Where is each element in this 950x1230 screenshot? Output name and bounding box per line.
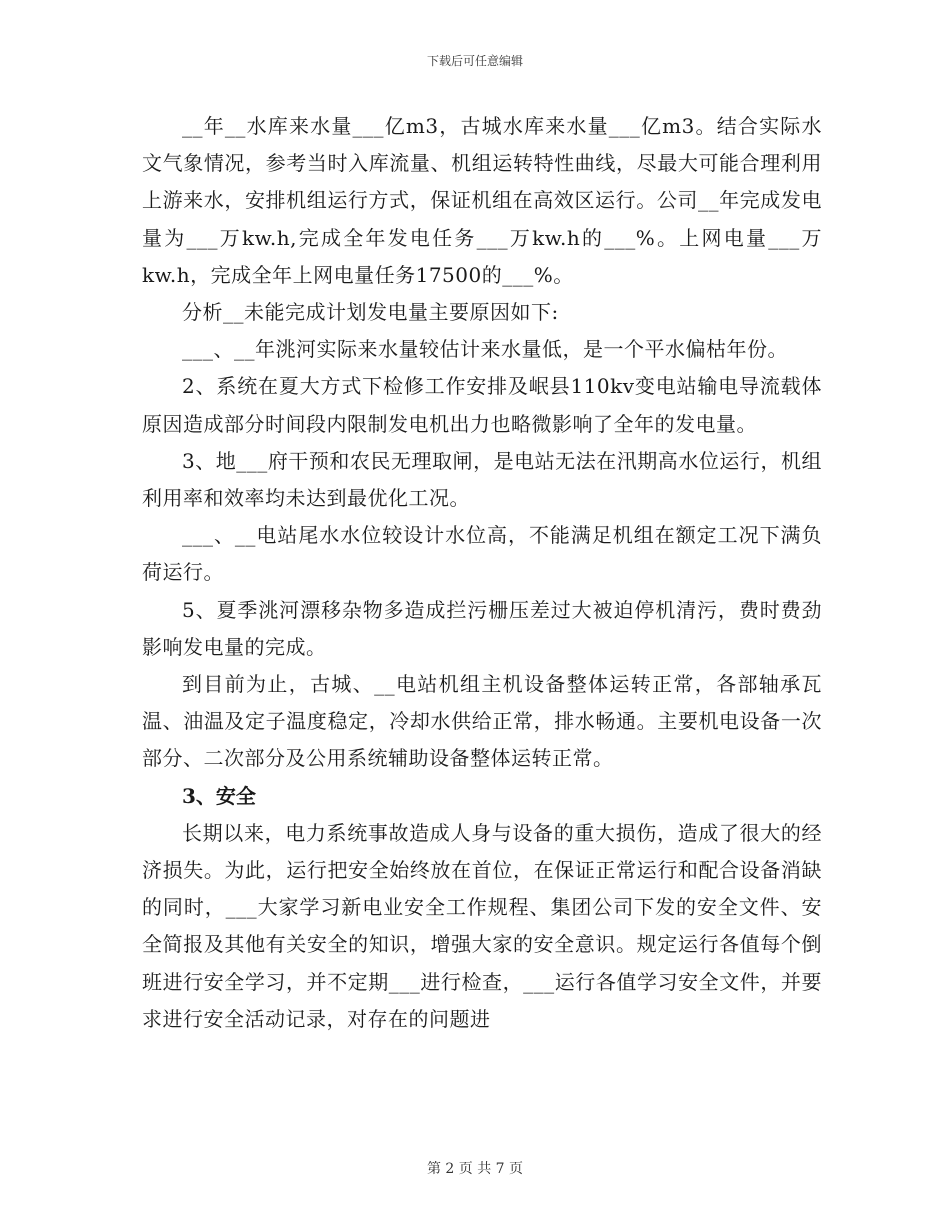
paragraph-equipment-status: 到目前为止，古城、__电站机组主机设备整体运转正常，各部轴承瓦温、油温及定子温度稳定，冷却水供给正常，排水畅通。主要机电设备一次部分、二次部分及公用系统辅助设备整体运转正常。 bbox=[142, 672, 822, 771]
paragraph-power-generation: __年__水库来水量___亿m3，古城水库来水量___亿m3。结合实际水文气象情况，参考当时入库流量、机组运转特性曲线，尽最大可能合理利用上游来水，安排机组运行方式，保证机组在高效区运行。公司__年完成发电量为___万kw.h,完成全年发电任务___万kw.h的___%。上网电量___万kw.h，完成全年上网电量任务17500的___%。 bbox=[142, 114, 822, 287]
paragraph-safety: 长期以来，电力系统事故造成人身与设备的重大损伤，造成了很大的经济损失。为此，运行把安全始终放在首位，在保证正常运行和配合设备消缺的同时，___大家学习新电业安全工作规程、集团公司下发的安全文件、安全简报及其他有关安全的知识，增强大家的安全意识。规定运行各值每个倒班进行安全学习，并不定期___进行检查，___运行各值学习安全文件，并要求进行安全活动记录，对存在的问题进 bbox=[142, 820, 822, 1031]
paragraph-reason-4: ___、__电站尾水水位较设计水位高，不能满足机组在额定工况下满负荷运行。 bbox=[142, 523, 822, 585]
paragraph-reason-3: 3、地___府干预和农民无理取闸，是电站无法在汛期高水位运行，机组利用率和效率均未达到最优化工况。 bbox=[142, 448, 822, 511]
document-body bbox=[142, 108, 822, 1038]
paragraph-reason-2: 2、系统在夏大方式下检修工作安排及岷县110kv变电站输电导流载体原因造成部分时间段内限制发电机出力也略微影响了全年的发电量。 bbox=[142, 374, 822, 436]
paragraph-reason-1: ___、__年洮河实际来水量较估计来水量低，是一个平水偏枯年份。 bbox=[182, 337, 788, 362]
page-header: 下载后可任意编辑 bbox=[426, 54, 523, 68]
section-heading-safety: 3、安全 bbox=[182, 783, 256, 808]
paragraph-analysis-intro: 分析__未能完成计划发电量主要原因如下: bbox=[182, 300, 559, 325]
paragraph-reason-5: 5、夏季洮河漂移杂物多造成拦污栅压差过大被迫停机清污，费时费劲影响发电量的完成。 bbox=[142, 597, 822, 659]
page-footer: 第 2 页 共 7 页 bbox=[426, 1161, 524, 1177]
